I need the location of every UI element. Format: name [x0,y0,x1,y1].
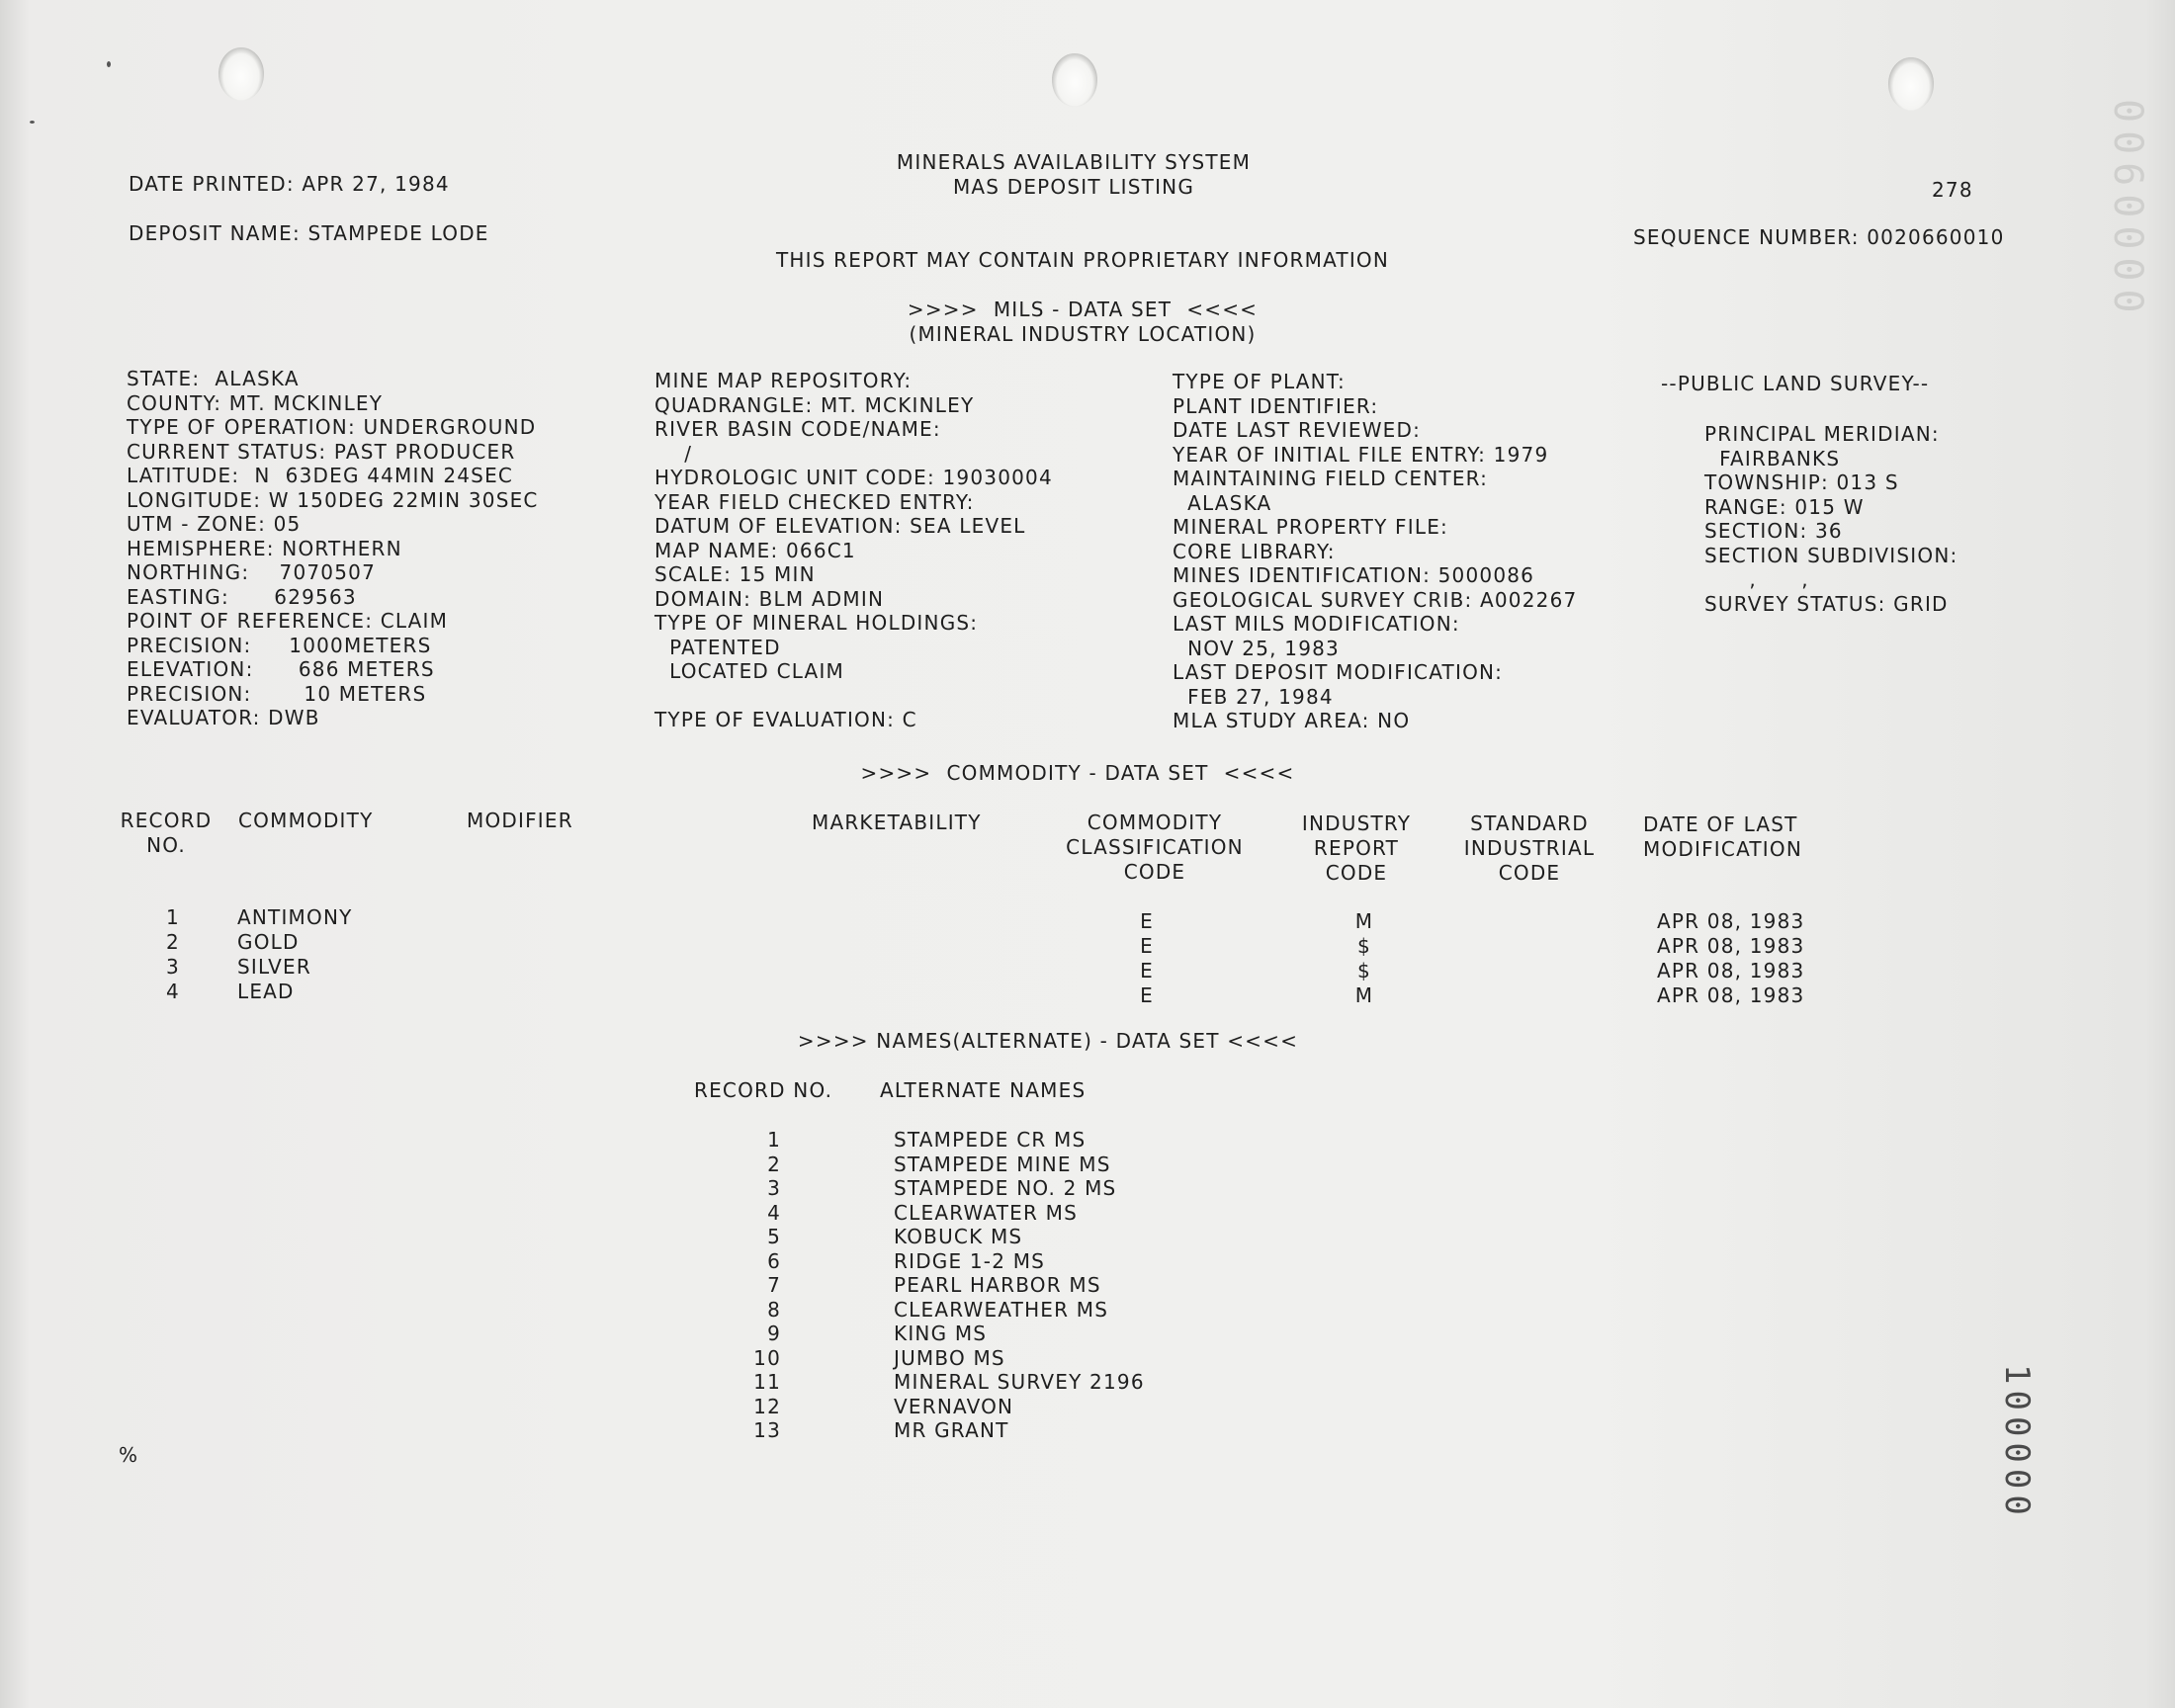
list-item: MINERAL SURVEY 2196 [894,1370,1145,1394]
list-item-number: 6 [767,1248,781,1273]
list-item-number: 10 [753,1345,781,1370]
list-item: STAMPEDE MINE MS [894,1152,1111,1176]
list-item-number: 12 [753,1394,781,1418]
header-standard-2: INDUSTRIAL [1463,836,1596,860]
survey-field: PRINCIPAL MERIDIAN: [1704,422,1940,446]
list-item: RIDGE 1-2 MS [894,1248,1046,1273]
mils-field: MINERAL PROPERTY FILE: [1173,515,1448,539]
mils-field: STATE: ALASKA [127,367,300,390]
list-item-number: 8 [767,1297,781,1322]
row-commodity: SILVER [237,955,311,979]
mils-subtitle: (MINERAL INDUSTRY LOCATION) [909,322,1257,346]
header-record-no: NO. [146,833,186,857]
mils-field: NORTHING: 7070507 [127,560,376,584]
mils-column-land-survey [1704,422,1958,616]
survey-field: TOWNSHIP: 013 S [1704,470,1899,494]
mils-column-admin [1173,370,1577,733]
header-date-1: DATE OF LAST [1643,812,1798,836]
list-item: JUMBO MS [894,1345,1005,1370]
mils-field: RIVER BASIN CODE/NAME: [654,417,941,441]
mils-field: QUADRANGLE: MT. MCKINLEY [654,392,975,417]
mils-field: PATENTED [654,635,781,659]
mils-field: MAP NAME: 066C1 [654,538,856,562]
header-record: RECORD [120,809,213,832]
punch-hole-right [1888,57,1934,111]
header-class-3: CODE [1123,860,1186,884]
header-standard-3: CODE [1498,861,1561,885]
mils-field [654,684,1053,709]
list-item-number: 3 [767,1176,781,1200]
mils-field: MINES IDENTIFICATION: 5000086 [1173,563,1535,587]
list-item: STAMPEDE NO. 2 MS [894,1176,1117,1200]
list-item: CLEARWEATHER MS [894,1297,1109,1322]
row-number: 3 [166,955,180,979]
mils-field: SCALE: 15 MIN [654,562,816,586]
row-number: 2 [166,930,180,954]
commodity-title: >>>> COMMODITY - DATA SET <<<< [860,761,1295,785]
header-modifier: MODIFIER [467,809,573,832]
mils-field: ALASKA [1173,490,1272,515]
row-number: 4 [166,980,180,1003]
names-list [894,1128,1145,1443]
list-item: CLEARWATER MS [894,1200,1078,1225]
mils-field: UTM - ZONE: 05 [127,512,302,536]
header-class-2: CLASSIFICATION [1066,835,1244,859]
plss-title: --PUBLIC LAND SURVEY-- [1661,372,1930,395]
header-industry-2: REPORT [1313,836,1400,860]
mils-field: LATITUDE: N 63DEG 44MIN 24SEC [127,464,514,487]
mils-field: MAINTAINING FIELD CENTER: [1173,467,1489,490]
mils-title: >>>> MILS - DATA SET <<<< [907,298,1259,321]
list-item-number: 1 [767,1128,781,1152]
page-number: 278 [1932,178,1973,202]
header-commodity: COMMODITY [238,809,374,832]
mils-field: TYPE OF PLANT: [1173,370,1346,393]
header-industry-3: CODE [1325,861,1388,885]
mils-field: LOCATED CLAIM [654,659,844,683]
deposit-name: DEPOSIT NAME: STAMPEDE LODE [129,221,489,245]
list-item-number: 11 [753,1370,781,1394]
survey-field: RANGE: 015 W [1704,494,1865,519]
names-header-names: ALTERNATE NAMES [880,1078,1087,1102]
list-item: STAMPEDE CR MS [894,1128,1087,1152]
mils-field: TYPE OF EVALUATION: C [654,708,917,731]
mils-field: PLANT IDENTIFIER: [1173,393,1379,418]
list-item-number: 13 [753,1418,781,1442]
row-class-code: E [1140,934,1154,958]
mils-field: MINE MAP REPOSITORY: [654,369,913,392]
punch-hole-center [1052,53,1097,107]
mils-field: DATUM OF ELEVATION: SEA LEVEL [654,514,1026,538]
mils-field: DOMAIN: BLM ADMIN [654,586,885,611]
list-item: KING MS [894,1322,988,1345]
row-class-code: E [1140,983,1154,1007]
row-commodity: GOLD [237,930,300,954]
mils-field: / [654,441,693,466]
system-title: MINERALS AVAILABILITY SYSTEM [896,150,1252,174]
row-date: APR 08, 1983 [1657,909,1805,933]
list-item-number: 7 [767,1273,781,1297]
mils-field: YEAR FIELD CHECKED ENTRY: [654,489,975,514]
list-item: VERNAVON [894,1394,1014,1418]
mils-column-map [654,369,1053,732]
survey-field: , , [1704,567,1809,591]
mils-field: EVALUATOR: DWB [127,706,320,729]
row-industry-code: M [1354,909,1374,933]
list-item: KOBUCK MS [894,1225,1023,1248]
survey-field: SECTION SUBDIVISION: [1704,543,1958,567]
row-date: APR 08, 1983 [1657,934,1805,958]
proprietary-notice: THIS REPORT MAY CONTAIN PROPRIETARY INFORMATION [775,248,1390,272]
mils-field: LAST MILS MODIFICATION: [1173,612,1460,636]
speck [30,121,35,124]
row-date: APR 08, 1983 [1657,983,1805,1007]
row-commodity: LEAD [237,980,295,1003]
row-class-code: E [1140,909,1154,933]
list-item: MR GRANT [894,1418,1009,1442]
list-item-number: 2 [767,1152,781,1176]
mils-field: COUNTY: MT. MCKINLEY [127,390,384,415]
list-item-number: 5 [767,1225,781,1248]
header-standard-1: STANDARD [1470,811,1589,835]
survey-field: SURVEY STATUS: GRID [1704,591,1949,616]
mils-field: FEB 27, 1984 [1173,684,1334,709]
mils-field: PRECISION: 10 METERS [127,681,427,706]
mils-field: CORE LIBRARY: [1173,539,1336,563]
survey-field: SECTION: 36 [1704,519,1843,543]
names-list-numbers [730,1128,781,1443]
mils-field: DATE LAST REVIEWED: [1173,418,1422,442]
mils-field: ELEVATION: 686 METERS [127,657,435,681]
mils-field: LAST DEPOSIT MODIFICATION: [1173,660,1504,684]
mils-field: PRECISION: 1000METERS [127,633,432,657]
list-item-number: 4 [767,1200,781,1225]
mils-field: NOV 25, 1983 [1173,636,1340,660]
punch-hole-left [218,47,264,101]
header-date-2: MODIFICATION [1643,837,1803,861]
faint-stamp: 0060000 [2105,99,2150,321]
list-item-number: 9 [767,1322,781,1345]
survey-field: FAIRBANKS [1704,446,1841,470]
date-printed: DATE PRINTED: APR 27, 1984 [129,172,450,196]
sequence-number: SEQUENCE NUMBER: 0020660010 [1633,225,2005,249]
header-class-1: COMMODITY [1087,811,1223,834]
mils-field: EASTING: 629563 [127,584,357,609]
percent-mark: % [119,1443,139,1467]
mils-field: TYPE OF OPERATION: UNDERGROUND [127,415,537,439]
names-header-record: RECORD NO. [694,1078,833,1102]
names-title: >>>> NAMES(ALTERNATE) - DATA SET <<<< [797,1029,1299,1053]
header-industry-1: INDUSTRY [1301,811,1412,835]
mils-field: MLA STUDY AREA: NO [1173,709,1411,732]
row-industry-code: M [1354,983,1374,1007]
row-number: 1 [166,905,180,929]
row-industry-code: $ [1357,959,1371,982]
mils-field: CURRENT STATUS: PAST PRODUCER [127,439,516,464]
row-class-code: E [1140,959,1154,982]
list-item: PEARL HARBOR MS [894,1273,1101,1297]
mils-field: LONGITUDE: W 150DEG 22MIN 30SEC [127,487,539,512]
mils-field: GEOLOGICAL SURVEY CRIB: A002267 [1173,587,1578,612]
mils-field: YEAR OF INITIAL FILE ENTRY: 1979 [1173,442,1549,467]
speck [107,61,111,67]
row-commodity: ANTIMONY [237,905,353,929]
header-marketability: MARKETABILITY [812,811,982,834]
row-industry-code: $ [1357,934,1371,958]
mils-column-location [127,367,539,730]
page-stamp: 100000 [1997,1364,2037,1521]
mils-field: HYDROLOGIC UNIT CODE: 19030004 [654,466,1053,489]
mils-field: POINT OF REFERENCE: CLAIM [127,609,449,633]
row-date: APR 08, 1983 [1657,959,1805,982]
listing-title: MAS DEPOSIT LISTING [952,175,1195,199]
mils-field: TYPE OF MINERAL HOLDINGS: [654,611,979,635]
mils-field: HEMISPHERE: NORTHERN [127,536,402,560]
